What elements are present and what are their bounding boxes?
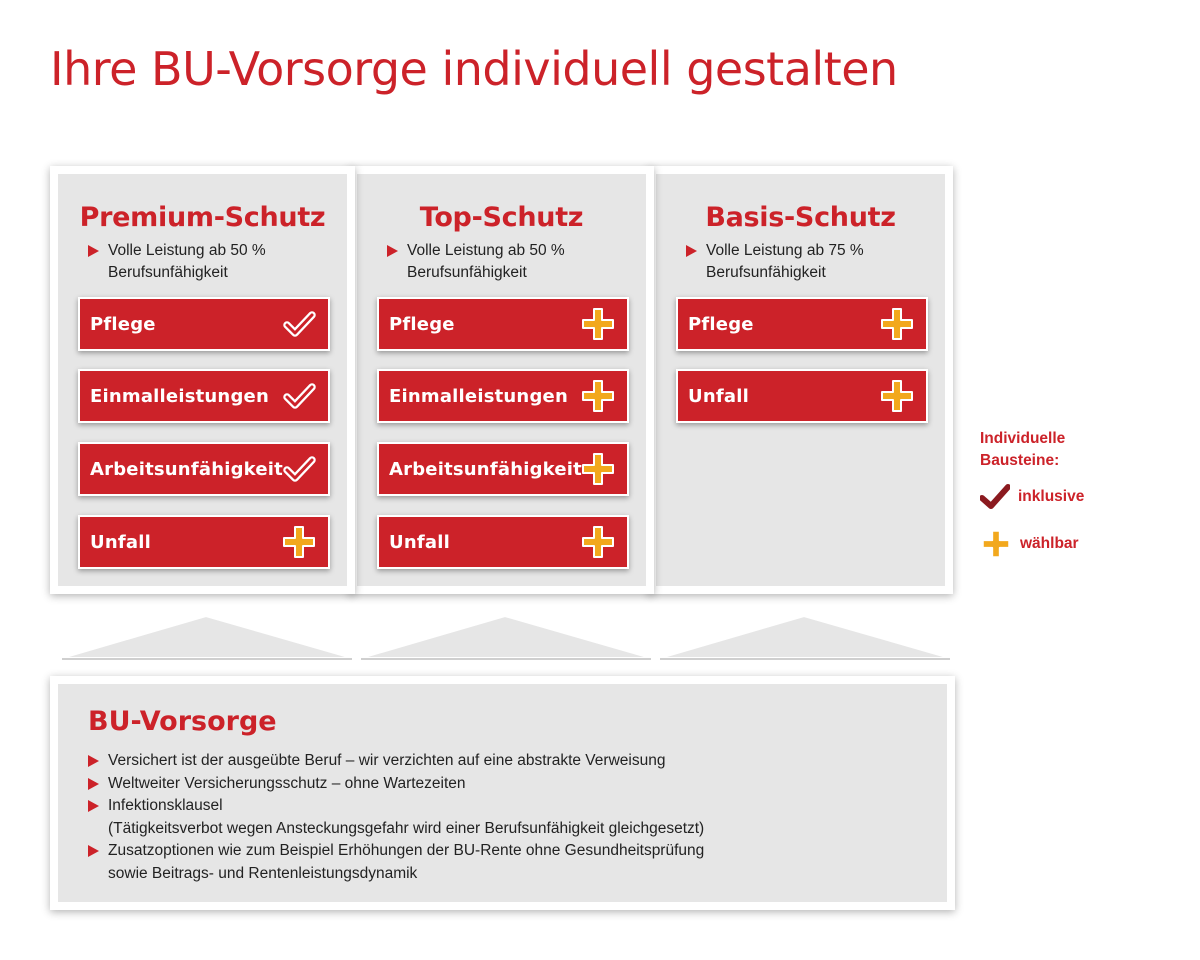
bullet-triangle-icon [88,845,99,857]
bullet-triangle-icon [387,245,398,257]
column-subtitle: Volle Leistung ab 75 % Berufsunfähigkeit [706,240,935,284]
column-subtitle: Volle Leistung ab 50 % Berufsunfähigkeit [108,240,337,284]
plus-icon [980,528,1012,560]
plus-icon [880,307,914,341]
check-icon [282,452,316,486]
module-block-inner [379,299,627,349]
plus-icon [581,452,615,486]
module-block-unfall [377,515,629,569]
check-icon [980,484,1010,510]
module-block-arbeitsunf-higkeit [377,442,629,496]
column-title: Basis-Schutz [705,202,896,233]
module-block-inner [80,517,328,567]
module-block-inner [678,299,926,349]
module-block-pflege [78,297,330,351]
base-title: BU-Vorsorge [88,706,277,737]
module-block-inner [80,371,328,421]
list-item: Versichert ist der ausgeübte Beruf – wir verzichten auf eine abstrakte Verweisung [108,750,927,773]
list-item: Zusatzoptionen wie zum Beispiel Erhöhungen der BU-Rente ohne Gesundheitsprüfung sowie Beitrags- und Rentenleistungsdynamik [108,840,927,885]
module-block-arbeitsunf-higkeit [78,442,330,496]
module-label: Unfall [688,385,749,407]
column-title: Premium-Schutz [79,202,326,233]
module-label: Pflege [688,313,754,335]
list-item: Weltweiter Versicherungsschutz – ohne Wartezeiten [108,773,927,796]
bullet-triangle-icon [88,755,99,767]
module-block-unfall [676,369,928,423]
module-block-inner [379,517,627,567]
module-block-inner [379,444,627,494]
module-block-inner [379,371,627,421]
bullet-triangle-icon [88,778,99,790]
module-label: Pflege [90,313,156,335]
roof-shape-basis [656,612,954,664]
column-top-schutz [349,166,654,594]
legend-inklusive: inklusive [980,484,1084,510]
module-label: Pflege [389,313,455,335]
column-basis-schutz [648,166,953,594]
module-label: Einmalleistungen [90,385,269,407]
module-block-einmalleistungen [377,369,629,423]
plus-icon [282,525,316,559]
column-subtitle: Volle Leistung ab 50 % Berufsunfähigkeit [407,240,636,284]
page-title: Ihre BU-Vorsorge individuell gestalten [50,42,898,96]
module-block-unfall [78,515,330,569]
column-title: Top-Schutz [419,202,584,233]
module-block-inner [80,299,328,349]
legend [980,428,1180,552]
bullet-triangle-icon [88,245,99,257]
check-icon [282,307,316,341]
legend-title: Individuelle Bausteine: [980,430,1066,469]
base-feature-list [108,750,927,885]
roof-shape-top [357,612,655,664]
bu-vorsorge-panel [50,676,955,910]
legend-waehlbar: wählbar [980,528,1079,560]
module-block-pflege [676,297,928,351]
module-block-einmalleistungen [78,369,330,423]
module-block-pflege [377,297,629,351]
list-item: Infektionsklausel (Tätigkeitsverbot wegen Ansteckungsgefahr wird einer Berufsunfähigkeit gleichgesetzt) [108,795,927,840]
plus-icon [581,379,615,413]
module-label: Einmalleistungen [389,385,568,407]
column-premium-schutz [50,166,355,594]
module-block-inner [678,371,926,421]
check-icon [282,379,316,413]
module-label: Unfall [389,531,450,553]
module-label: Arbeitsunfähigkeit [389,458,582,480]
bullet-triangle-icon [88,800,99,812]
module-label: Arbeitsunfähigkeit [90,458,283,480]
plus-icon [581,525,615,559]
roof-shape-premium [58,612,356,664]
module-block-inner [80,444,328,494]
module-label: Unfall [90,531,151,553]
plus-icon [581,307,615,341]
bullet-triangle-icon [686,245,697,257]
plus-icon [880,379,914,413]
